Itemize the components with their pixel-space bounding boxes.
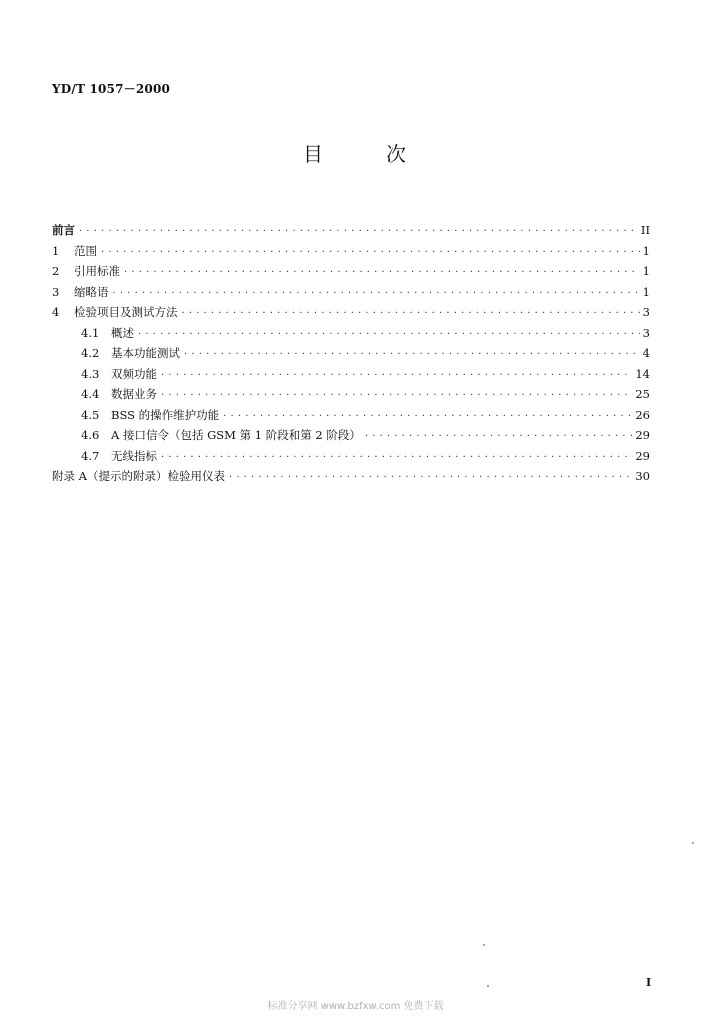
toc-entry-page: 14	[635, 366, 650, 381]
toc-entry-label: 缩略语	[74, 284, 109, 299]
toc-entry-number: 4.6	[81, 428, 100, 442]
toc-entry-dual-band[interactable]	[52, 364, 650, 385]
toc-entry-number: 4	[52, 305, 60, 319]
toc-entry-bss-om[interactable]	[52, 405, 650, 426]
toc-entry-data-services[interactable]	[52, 384, 650, 405]
dot-leader	[101, 243, 640, 264]
dot-leader	[365, 427, 633, 448]
watermark-text: 标准分享网 www.bzfxw.com 免费下载	[267, 1001, 444, 1012]
dot-leader	[138, 325, 640, 346]
toc-entry-test-items[interactable]	[52, 302, 650, 323]
toc-entry-label: 基本功能测试	[111, 346, 180, 360]
toc-entry-number: 4.7	[81, 448, 100, 463]
toc-entry-number: 4.3	[81, 366, 100, 381]
dot-leader	[161, 386, 633, 407]
dot-leader	[113, 284, 641, 305]
toc-entry-page: 29	[635, 428, 650, 442]
toc-entry-basic-function-test[interactable]	[52, 343, 650, 364]
dot-leader	[124, 263, 640, 284]
toc-entry-page: 1	[642, 264, 650, 278]
toc-entry-label: 范围	[74, 243, 97, 258]
toc-entry-number: 3	[52, 284, 60, 299]
document-code: YD/T 1057－2000	[52, 82, 171, 96]
toc-entry-label: 附录 A（提示的附录）检验用仪表	[52, 469, 225, 483]
toc-entry-a-interface-signaling[interactable]	[52, 425, 650, 446]
dot-leader	[161, 366, 633, 387]
toc-entry-page: 30	[635, 469, 650, 483]
toc-entry-number: 1	[52, 243, 60, 258]
title-char-2: 次	[386, 142, 406, 166]
toc-entry-page: 1	[642, 284, 650, 299]
toc-entry-number: 2	[52, 264, 60, 278]
toc-entry-overview[interactable]	[52, 323, 650, 344]
dot-leader	[182, 304, 641, 325]
toc-entry-scope[interactable]	[52, 241, 650, 262]
toc-entry-label: 无线指标	[111, 448, 157, 463]
toc-entry-label: 前言	[52, 223, 75, 237]
dot-leader	[161, 448, 633, 469]
toc-entry-page: 4	[642, 346, 650, 360]
toc-entry-page: 3	[642, 305, 650, 319]
toc-entry-page: 26	[635, 407, 650, 422]
toc-entry-references[interactable]	[52, 261, 650, 282]
table-of-contents	[52, 220, 650, 487]
page-number: I	[646, 976, 652, 989]
scan-speck	[483, 944, 485, 946]
toc-entry-foreword[interactable]	[52, 220, 650, 241]
dot-leader	[229, 468, 633, 489]
toc-entry-appendix-a[interactable]	[52, 466, 650, 487]
dot-leader	[184, 345, 640, 366]
scan-speck	[692, 842, 694, 844]
toc-entry-page: II	[640, 223, 650, 237]
toc-entry-number: 4.1	[81, 325, 100, 340]
toc-entry-label: A 接口信令（包括 GSM 第 1 阶段和第 2 阶段）	[111, 428, 361, 442]
toc-entry-label: 引用标准	[74, 264, 120, 278]
toc-entry-label: 检验项目及测试方法	[74, 305, 178, 319]
scan-speck	[487, 985, 489, 987]
toc-entry-number: 4.5	[81, 407, 100, 422]
toc-entry-label: 概述	[111, 325, 134, 340]
toc-entry-label: 数据业务	[111, 387, 157, 401]
toc-entry-page: 3	[642, 325, 650, 340]
title-char-1: 目	[303, 142, 323, 166]
toc-entry-page: 25	[635, 387, 650, 401]
toc-entry-page: 29	[635, 448, 650, 463]
toc-entry-page: 1	[642, 243, 650, 258]
toc-entry-radio-indicators[interactable]	[52, 446, 650, 467]
dot-leader	[223, 407, 633, 428]
toc-entry-number: 4.2	[81, 346, 100, 360]
toc-entry-label: BSS 的操作维护功能	[111, 407, 220, 422]
toc-entry-abbreviations[interactable]	[52, 282, 650, 303]
toc-entry-number: 4.4	[81, 387, 100, 401]
dot-leader	[79, 222, 639, 243]
toc-entry-label: 双频功能	[111, 366, 157, 381]
